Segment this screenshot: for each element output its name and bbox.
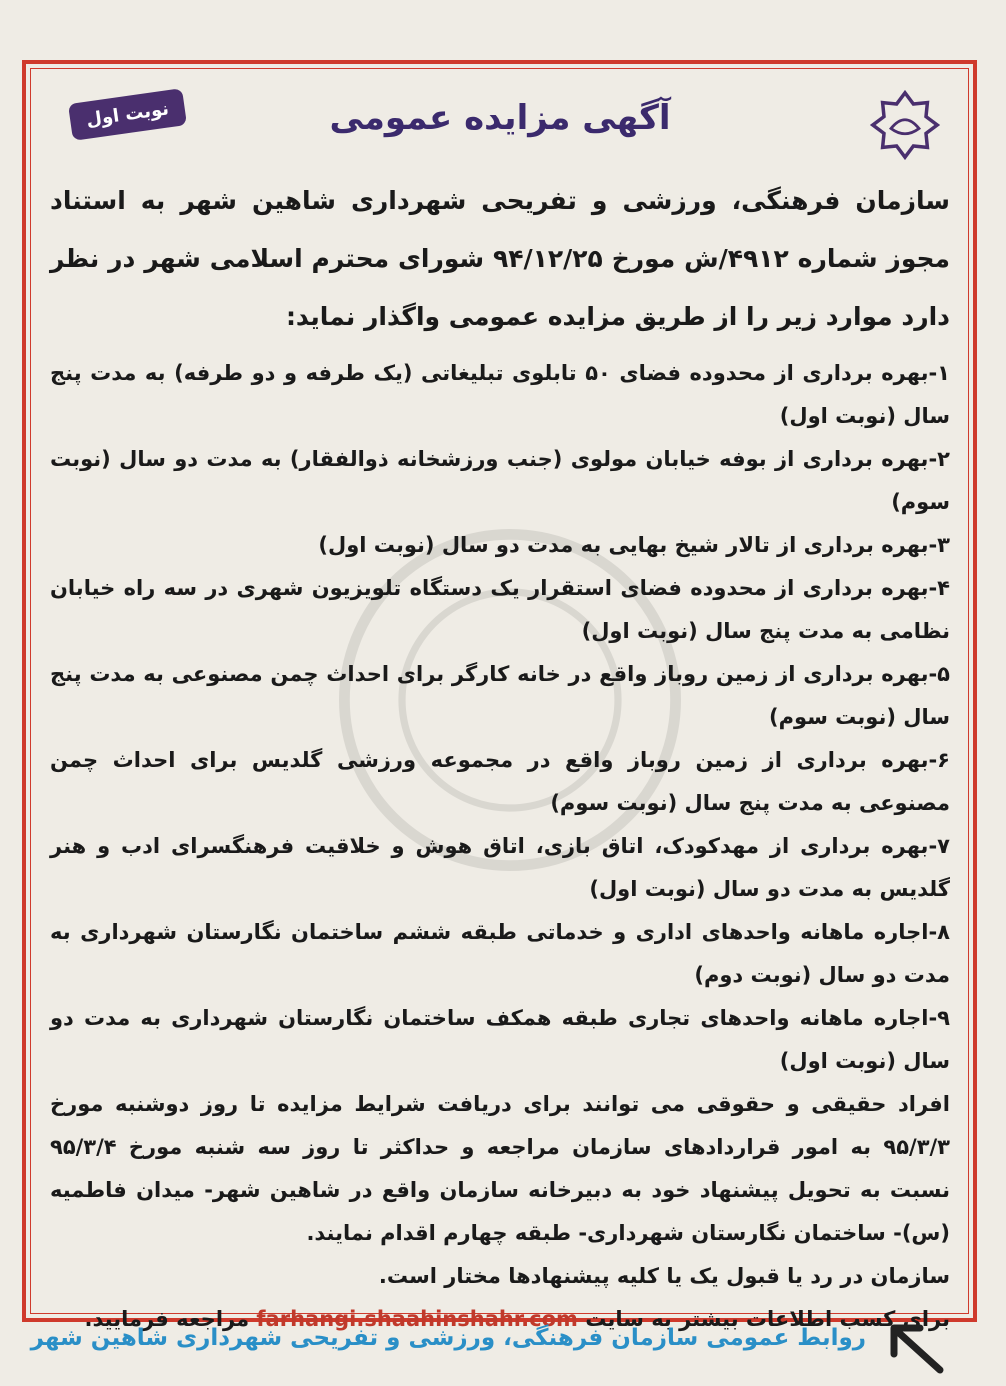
list-item: ۳-بهره برداری از تالار شیخ بهایی به مدت دو سال (نوبت اول) — [318, 533, 950, 557]
turn-badge: نوبت اول — [68, 88, 187, 141]
list-item: ۸-اجاره ماهانه واحدهای اداری و خدماتی طبقه ششم ساختمان نگارستان شهرداری به مدت دو سال (نوبت دوم) — [50, 920, 950, 987]
more-info-before: برای کسب اطلاعات بیشتر به سایت — [585, 1307, 950, 1331]
list-item: ۵-بهره برداری از زمین روباز واقع در خانه کارگر برای احداث چمن مصنوعی به مدت پنج سال (نوبت سوم) — [50, 662, 950, 729]
conditions-paragraph: افراد حقیقی و حقوقی می توانند برای دریافت شرایط مزایده تا روز دوشنبه مورخ ۹۵/۳/۳ به امور قراردادهای سازمان مراجعه و حداکثر تا روز سه شنبه مورخ ۹۵/۳/۴ نسبت به تحویل پیشنهاد خود به دبیرخانه سازمان واقع در شاهین شهر- میدان فاطمیه (س)- ساختمان نگارستان شهرداری- طبقه چهارم اقدام نمایند. — [50, 1092, 950, 1245]
arrow-icon — [880, 1318, 950, 1378]
ad-intro: سازمان فرهنگی، ورزشی و تفریحی شهرداری شاهین شهر به استناد مجوز شماره ۴۹۱۲/ش مورخ ۹۴/۱۲/۲۵ شورای محترم اسلامی شهر در نظر دارد موارد زیر را از طریق مزایده عمومی واگذار نماید: — [50, 186, 950, 331]
rights-paragraph: سازمان در رد یا قبول یک یا کلیه پیشنهادها مختار است. — [378, 1264, 950, 1288]
list-item: ۶-بهره برداری از زمین روباز واقع در مجموعه ورزشی گلدیس برای احداث چمن مصنوعی به مدت پنج سال (نوبت سوم) — [50, 748, 950, 815]
list-item: ۷-بهره برداری از مهدکودک، اتاق بازی، اتاق هوش و خلاقیت فرهنگسرای ادب و هنر گلدیس به مدت دو سال (نوبت اول) — [50, 834, 950, 901]
list-item: ۱-بهره برداری از محدوده فضای ۵۰ تابلوی تبلیغاتی (یک طرفه و دو طرفه) به مدت پنج سال (نوبت اول) — [50, 361, 950, 428]
list-item: ۴-بهره برداری از محدوده فضای استقرار یک دستگاه تلویزیون شهری در سه راه خیابان نظامی به مدت پنج سال (نوبت اول) — [50, 576, 950, 643]
more-info-after: مراجعه فرمایید. — [84, 1307, 250, 1331]
list-item: ۲-بهره برداری از بوفه خیابان مولوی (جنب ورزشخانه ذوالفقار) به مدت دو سال (نوبت سوم) — [50, 447, 950, 514]
website-link[interactable]: farhangi.shaahinshahr.com — [256, 1307, 578, 1331]
ad-title: آگهی مزایده عمومی — [329, 98, 671, 138]
items-list — [40, 352, 960, 1083]
ad-content — [40, 78, 960, 1341]
list-item: ۹-اجاره ماهانه واحدهای تجاری طبقه همکف ساختمان نگارستان شهرداری به مدت دو سال (نوبت اول) — [50, 1006, 950, 1073]
footer-signature: روابط عمومی سازمان فرهنگی، ورزشی و تفریحی شهرداری شاهین شهر — [30, 1325, 866, 1351]
ad-header — [40, 78, 960, 168]
